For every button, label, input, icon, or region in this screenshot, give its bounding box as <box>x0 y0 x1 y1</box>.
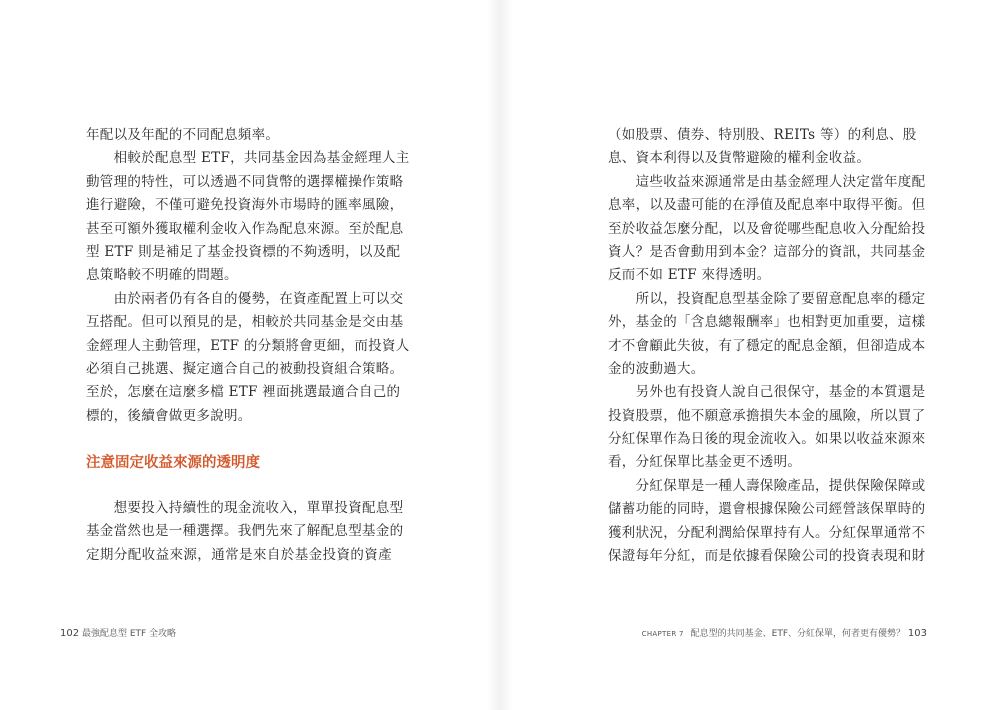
text-line: （如股票、債券、特別股、REITs 等）的利息、股 <box>608 127 917 143</box>
text-line: 分紅保單作為日後的現金流收入。如果以收益來源來 <box>608 431 926 448</box>
text-line: 定期分配收益來源，通常是來自於基金投資的資產 <box>86 546 392 563</box>
page-number: 103 <box>907 628 927 639</box>
text-line: 基金當然也是一種選擇。我們先來了解配息型基金的 <box>86 523 404 540</box>
chapter-title: 配息型的共同基金、ETF、分紅保單，何者更有優勢？ <box>690 629 906 639</box>
text-line: 分紅保單是一種人壽保險產品，提供保險保障或 <box>608 477 926 494</box>
right-page-body <box>608 124 926 568</box>
text-line: 保證每年分紅，而是依據看保險公司的投資表現和財 <box>608 548 926 565</box>
text-line: 標的，後續會做更多說明。 <box>86 407 252 424</box>
text-line: 想要投入持續性的現金流收入，單單投資配息型 <box>86 500 404 517</box>
text-line: 相較於配息型 ETF，共同基金因為基金經理人主 <box>86 150 410 167</box>
page-number: 102 <box>60 628 80 639</box>
text-line: 看，分紅保單比基金更不透明。 <box>608 454 802 471</box>
text-line: 型 ETF 則是補足了基金投資標的不夠透明，以及配 <box>86 243 401 260</box>
chapter-label: CHAPTER 7 <box>641 630 684 638</box>
text-line: 息策略較不明確的問題。 <box>86 267 238 284</box>
text-line: 資人？是否會動用到本金？這部分的資訊，共同基金 <box>608 243 926 260</box>
text-line: 至於，怎麼在這麼多檔 ETF 裡面挑選最適合自己的 <box>86 384 401 401</box>
left-page-body <box>86 124 410 567</box>
text-line: 獲利狀況，分配利潤給保單持有人。分紅保單通常不 <box>608 524 926 541</box>
text-line: 由於兩者仍有各自的優勢，在資產配置上可以交 <box>86 290 404 307</box>
text-line: 息率，以及盡可能的在淨值及配息率中取得平衡。但 <box>608 197 926 214</box>
text-line: 投資股票，他不願意承擔損失本金的風險，所以買了 <box>608 407 926 424</box>
left-page-footer <box>60 626 176 639</box>
text-line: 至於收益怎麼分配，以及會從哪些配息收入分配給投 <box>608 220 926 237</box>
text-line: 才不會顧此失彼，有了穩定的配息金額，但卻造成本 <box>608 337 926 354</box>
text-line: 儲蓄功能的同時，還會根據保險公司經營該保單時的 <box>608 501 926 518</box>
text-line: 進行避險，不僅可避免投資海外市場時的匯率風險， <box>86 197 404 214</box>
section-heading: 注意固定收益來源的透明度 <box>86 455 260 472</box>
text-line: 動管理的特性，可以透過不同貨幣的選擇權操作策略 <box>86 173 404 190</box>
paragraph-gap <box>86 428 392 451</box>
text-line: 甚至可額外獲取權利金收入作為配息來源。至於配息 <box>86 220 404 237</box>
text-line: 外，基金的「含息總報酬率」也相對更加重要，這樣 <box>608 314 926 331</box>
text-line: 反而不如 ETF 來得透明。 <box>608 267 771 284</box>
book-title: 最強配息型 ETF 全攻略 <box>81 629 177 639</box>
text-line: 另外也有投資人說自己很保守，基金的本質還是 <box>608 384 926 401</box>
text-line: 金經理人主動管理，ETF 的分類將會更細，而投資人 <box>86 337 410 354</box>
text-line: 息、資本利得以及貨幣避險的權利金收益。 <box>608 150 871 167</box>
text-line: 金的波動過大。 <box>608 360 705 377</box>
text-line: 這些收益來源通常是由基金經理人決定當年度配 <box>608 173 926 190</box>
text-line: 所以，投資配息型基金除了要留意配息率的穩定 <box>608 290 926 307</box>
right-page-footer <box>642 626 927 639</box>
text-line: 年配以及年配的不同配息頻率。 <box>86 127 280 143</box>
text-line: 互搭配。但可以預見的是，相較於共同基金是交由基 <box>86 314 404 331</box>
text-line: 必須自己挑選、擬定適合自己的被動投資組合策略。 <box>86 360 404 377</box>
